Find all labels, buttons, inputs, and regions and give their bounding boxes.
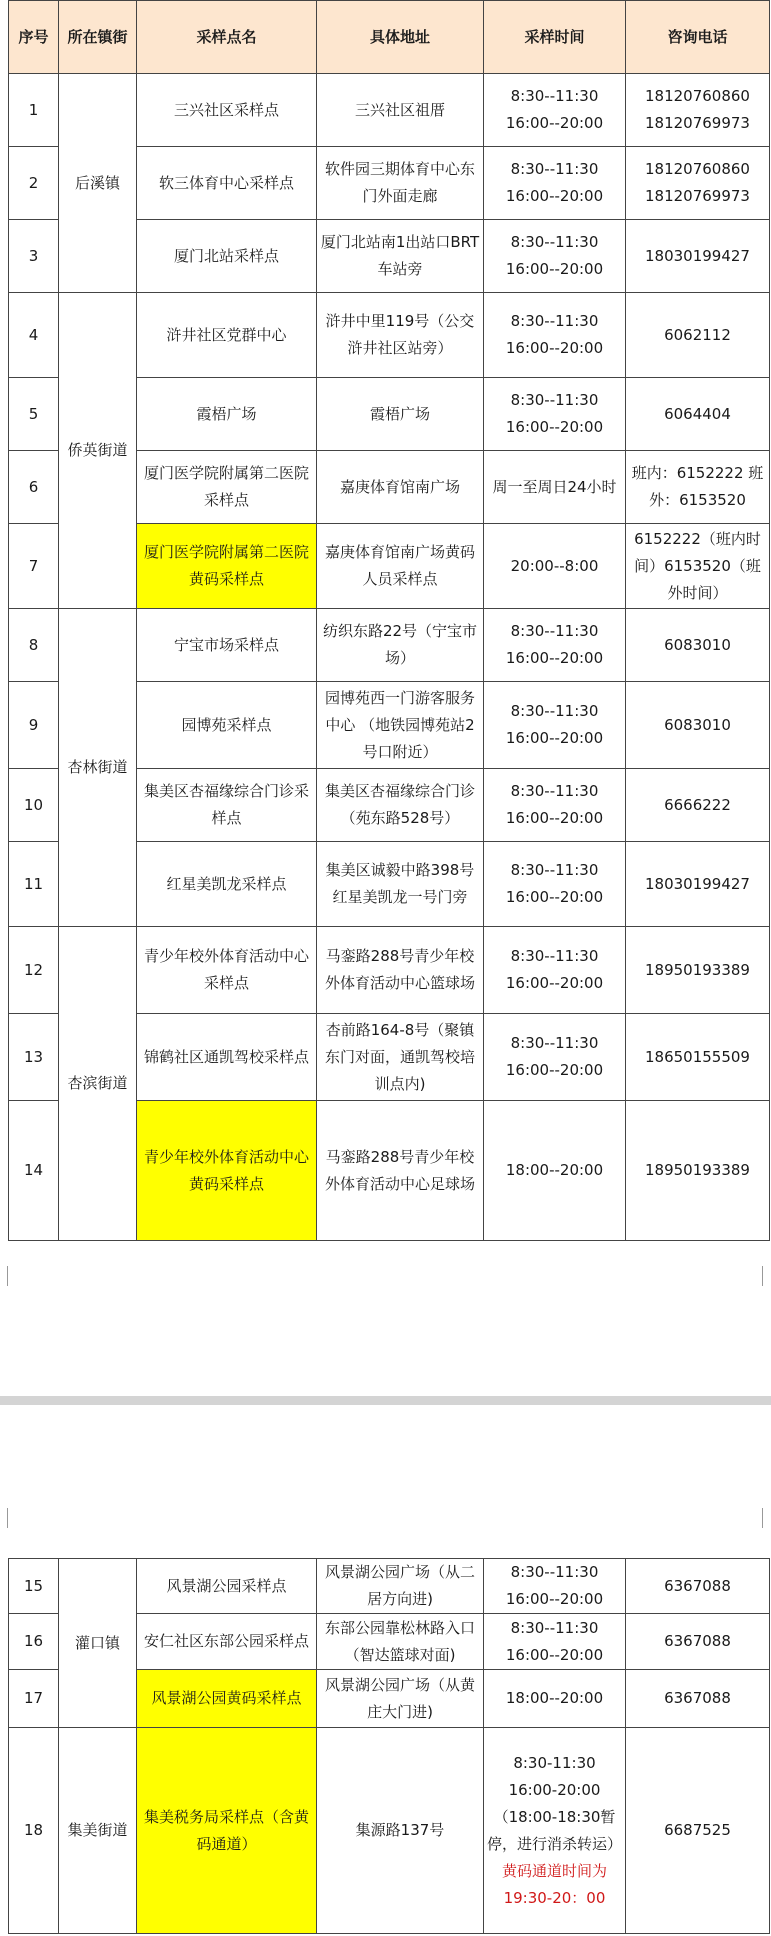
page-corner-mark xyxy=(7,1508,16,1528)
sampling-table-part1 xyxy=(8,0,770,1241)
site-address: 东部公园靠松林路入口（智达篮球对面) xyxy=(317,1614,484,1670)
site-name: 厦门医学院附属第二医院采样点 xyxy=(137,451,317,524)
site-phone: 18120760860 18120769973 xyxy=(626,74,770,147)
town-cell: 杏林街道 xyxy=(59,609,137,927)
site-name-yellow-code: 青少年校外体育活动中心黄码采样点 xyxy=(137,1101,317,1241)
site-name-yellow-code: 风景湖公园黄码采样点 xyxy=(137,1670,317,1728)
site-phone: 6062112 xyxy=(626,293,770,378)
row-index: 14 xyxy=(9,1101,59,1241)
site-address: 浒井中里119号（公交浒井社区站旁） xyxy=(317,293,484,378)
site-time: 8:30-11:30 16:00-20:00（18:00-18:30暂停，进行消杀转运） xyxy=(487,1753,623,1853)
site-name: 园博苑采样点 xyxy=(137,682,317,769)
header-phone: 咨询电话 xyxy=(626,1,770,74)
yellow-code-time-note: 黄码通道时间为19:30-20：00 xyxy=(501,1861,607,1907)
site-name: 厦门北站采样点 xyxy=(137,220,317,293)
site-time: 8:30--11:30 16:00--20:00 xyxy=(484,682,626,769)
site-phone: 6367088 xyxy=(626,1670,770,1728)
table-row xyxy=(9,1559,770,1614)
site-phone: 6367088 xyxy=(626,1614,770,1670)
table-row xyxy=(9,74,770,147)
site-phone: 6083010 xyxy=(626,609,770,682)
site-phone: 6152222（班内时间）6153520（班外时间） xyxy=(626,524,770,609)
site-name: 安仁社区东部公园采样点 xyxy=(137,1614,317,1670)
table-row xyxy=(9,293,770,378)
site-time: 18:00--20:00 xyxy=(484,1101,626,1241)
site-name: 风景湖公园采样点 xyxy=(137,1559,317,1614)
town-cell: 侨英街道 xyxy=(59,293,137,609)
site-time: 8:30--11:30 16:00--20:00 xyxy=(484,769,626,842)
site-address: 三兴社区祖厝 xyxy=(317,74,484,147)
table-row xyxy=(9,609,770,682)
site-time: 8:30--11:30 16:00--20:00 xyxy=(484,378,626,451)
row-index: 4 xyxy=(9,293,59,378)
site-time: 8:30--11:30 16:00--20:00 xyxy=(484,1559,626,1614)
header-address: 具体地址 xyxy=(317,1,484,74)
town-cell: 后溪镇 xyxy=(59,74,137,293)
site-time: 8:30--11:30 16:00--20:00 xyxy=(484,74,626,147)
row-index: 3 xyxy=(9,220,59,293)
site-time: 8:30--11:30 16:00--20:00 xyxy=(484,609,626,682)
site-time: 周一至周日24小时 xyxy=(484,451,626,524)
site-time: 8:30--11:30 16:00--20:00 xyxy=(484,1614,626,1670)
row-index: 2 xyxy=(9,147,59,220)
site-address: 嘉庚体育馆南广场黄码人员采样点 xyxy=(317,524,484,609)
row-index: 6 xyxy=(9,451,59,524)
site-phone: 6666222 xyxy=(626,769,770,842)
site-phone: 6687525 xyxy=(626,1728,770,1934)
town-cell: 灌口镇 xyxy=(59,1559,137,1728)
site-address: 厦门北站南1出站口BRT车站旁 xyxy=(317,220,484,293)
site-time: 8:30--11:30 16:00--20:00 xyxy=(484,842,626,927)
row-index: 10 xyxy=(9,769,59,842)
town-cell: 杏滨街道 xyxy=(59,927,137,1241)
site-time: 8:30--11:30 16:00--20:00 xyxy=(484,927,626,1014)
site-phone: 6064404 xyxy=(626,378,770,451)
row-index: 1 xyxy=(9,74,59,147)
site-name-yellow-code: 厦门医学院附属第二医院黄码采样点 xyxy=(137,524,317,609)
header-site-name: 采样点名 xyxy=(137,1,317,74)
page-corner-mark xyxy=(7,1266,16,1286)
table-row xyxy=(9,1728,770,1934)
site-name: 三兴社区采样点 xyxy=(137,74,317,147)
row-index: 5 xyxy=(9,378,59,451)
site-time: 8:30--11:30 16:00--20:00 xyxy=(484,220,626,293)
site-address: 集源路137号 xyxy=(317,1728,484,1934)
site-phone: 18950193389 xyxy=(626,1101,770,1241)
row-index: 13 xyxy=(9,1014,59,1101)
site-name: 锦鹤社区通凯驾校采样点 xyxy=(137,1014,317,1101)
header-town: 所在镇街 xyxy=(59,1,137,74)
row-index: 17 xyxy=(9,1670,59,1728)
header-time: 采样时间 xyxy=(484,1,626,74)
site-phone: 18650155509 xyxy=(626,1014,770,1101)
page-corner-mark xyxy=(754,1508,763,1528)
site-name: 集美区杏福缘综合门诊采样点 xyxy=(137,769,317,842)
site-address: 风景湖公园广场（从黄庄大门进) xyxy=(317,1670,484,1728)
site-name: 浒井社区党群中心 xyxy=(137,293,317,378)
site-time: 8:30--11:30 16:00--20:00 xyxy=(484,1014,626,1101)
site-time: 8:30--11:30 16:00--20:00 xyxy=(484,293,626,378)
row-index: 16 xyxy=(9,1614,59,1670)
row-index: 18 xyxy=(9,1728,59,1934)
site-time: 8:30--11:30 16:00--20:00 xyxy=(484,147,626,220)
site-name: 红星美凯龙采样点 xyxy=(137,842,317,927)
site-name: 宁宝市场采样点 xyxy=(137,609,317,682)
site-name-yellow-code: 集美税务局采样点（含黄码通道） xyxy=(137,1728,317,1934)
header-index: 序号 xyxy=(9,1,59,74)
site-address: 集美区杏福缘综合门诊（苑东路528号） xyxy=(317,769,484,842)
site-phone: 18030199427 xyxy=(626,842,770,927)
site-name: 软三体育中心采样点 xyxy=(137,147,317,220)
row-index: 15 xyxy=(9,1559,59,1614)
table-row xyxy=(9,927,770,1014)
site-phone: 18120760860 18120769973 xyxy=(626,147,770,220)
site-phone: 班内：6152222 班外：6153520 xyxy=(626,451,770,524)
page-divider xyxy=(0,1396,771,1405)
site-address: 嘉庚体育馆南广场 xyxy=(317,451,484,524)
site-address: 软件园三期体育中心东门外面走廊 xyxy=(317,147,484,220)
row-index: 11 xyxy=(9,842,59,927)
site-address: 马銮路288号青少年校外体育活动中心篮球场 xyxy=(317,927,484,1014)
site-name: 青少年校外体育活动中心采样点 xyxy=(137,927,317,1014)
row-index: 12 xyxy=(9,927,59,1014)
site-address: 马銮路288号青少年校外体育活动中心足球场 xyxy=(317,1101,484,1241)
page-corner-mark xyxy=(754,1266,763,1286)
site-address: 园博苑西一门游客服务中心 （地铁园博苑站2号口附近） xyxy=(317,682,484,769)
site-address: 风景湖公园广场（从二居方向进) xyxy=(317,1559,484,1614)
row-index: 8 xyxy=(9,609,59,682)
site-phone: 6083010 xyxy=(626,682,770,769)
town-cell: 集美街道 xyxy=(59,1728,137,1934)
table-header-row xyxy=(9,1,770,74)
site-time: 18:00--20:00 xyxy=(484,1670,626,1728)
row-index: 7 xyxy=(9,524,59,609)
site-phone: 6367088 xyxy=(626,1559,770,1614)
site-time: 20:00--8:00 xyxy=(484,524,626,609)
site-address: 纺织东路22号（宁宝市场） xyxy=(317,609,484,682)
site-address: 霞梧广场 xyxy=(317,378,484,451)
sampling-table-part2 xyxy=(8,1558,770,1934)
site-address: 杏前路164-8号（聚镇东门对面，通凯驾校培训点内) xyxy=(317,1014,484,1101)
site-phone: 18030199427 xyxy=(626,220,770,293)
row-index: 9 xyxy=(9,682,59,769)
site-time-cell xyxy=(484,1728,626,1934)
site-name: 霞梧广场 xyxy=(137,378,317,451)
site-phone: 18950193389 xyxy=(626,927,770,1014)
site-address: 集美区诚毅中路398号红星美凯龙一号门旁 xyxy=(317,842,484,927)
